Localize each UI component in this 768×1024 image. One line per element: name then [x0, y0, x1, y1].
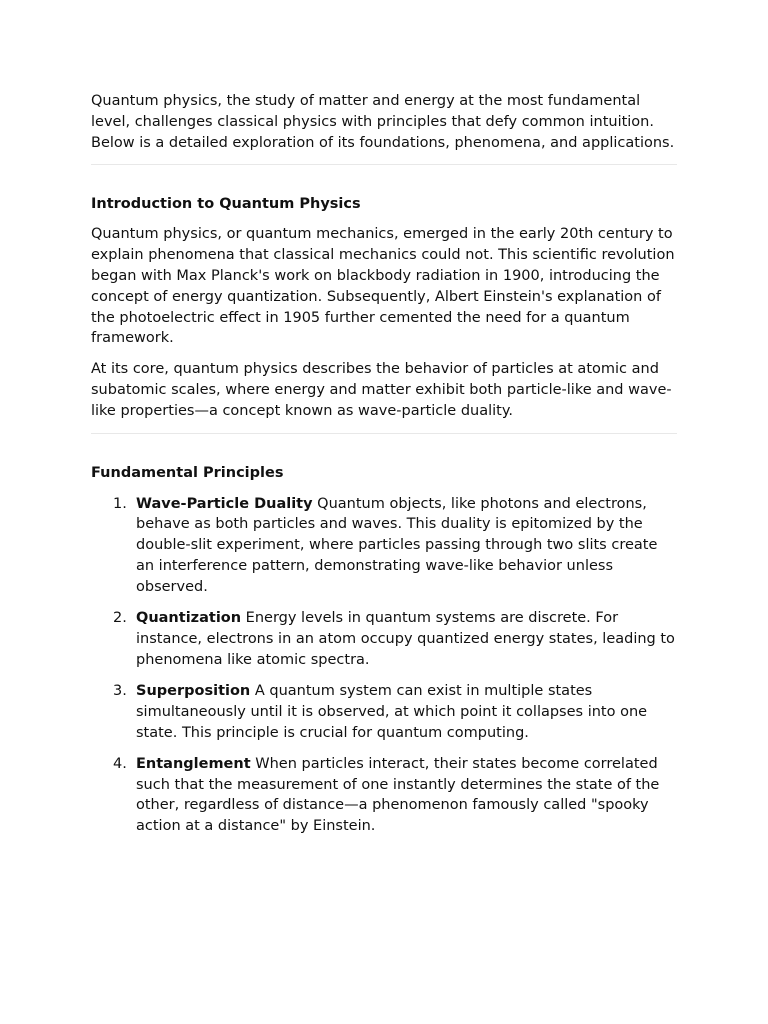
list-item-text: A quantum system can exist in multiple states simultaneously until it is observed, at which point it collapses into one state. This principle is crucial for quantum computing.	[136, 682, 648, 741]
principles-list	[91, 494, 677, 837]
section-divider	[91, 433, 677, 434]
paragraph: At its core, quantum physics describes the behavior of particles at atomic and subatomic scales, where energy and matter exhibit both particle-like and wave-like properties—a concept known as wave-particle duality.	[91, 361, 672, 419]
list-item-title: Quantization	[136, 610, 242, 627]
list-number: 2.	[113, 610, 127, 627]
section-heading: Fundamental Principles	[91, 464, 284, 481]
list-item	[91, 608, 677, 670]
list-item-text: Energy levels in quantum systems are discrete. For instance, electrons in an atom occupy quantized energy states, leading to phenomena like atomic spectra.	[136, 610, 675, 668]
section-divider	[91, 164, 677, 165]
section-heading: Introduction to Quantum Physics	[91, 196, 361, 213]
list-item	[91, 754, 677, 837]
list-item	[91, 681, 677, 743]
list-item-text: Quantum objects, like photons and electrons, behave as both particles and waves. This duality is epitomized by the double-slit experiment, where particles passing through two slits create an interference pattern, demonstrating wave-like behavior unless observed.	[136, 495, 658, 595]
principles-section	[91, 463, 677, 837]
list-item-title: Wave-Particle Duality	[136, 495, 313, 512]
list-item-title: Entanglement	[136, 755, 251, 772]
list-number: 3.	[113, 682, 127, 699]
paragraph: Quantum physics, or quantum mechanics, emerged in the early 20th century to explain phenomena that classical mechanics could not. This scientific revolution began with Max Planck's work on blackbody radiation in 1900, introducing the concept of energy quantization. Subsequently, Albert Einstein's explanation of the photoelectric effect in 1905 further cemented the need for a quantum framework.	[91, 226, 675, 347]
list-number: 4.	[113, 755, 127, 772]
list-item	[91, 494, 677, 598]
list-number: 1.	[113, 495, 127, 512]
introduction-section	[91, 194, 677, 421]
list-item-text: When particles interact, their states become correlated such that the measurement of one instantly determines the state of the other, regardless of distance—a phenomenon famously called "spooky action at a distance" by Einstein.	[136, 755, 660, 835]
intro-paragraph: Quantum physics, the study of matter and energy at the most fundamental level, challenges classical physics with principles that defy common intuition. Below is a detailed exploration of its foundations, phenomena, and applications.	[91, 93, 675, 151]
intro-block	[91, 91, 677, 153]
list-item-title: Superposition	[136, 682, 251, 699]
